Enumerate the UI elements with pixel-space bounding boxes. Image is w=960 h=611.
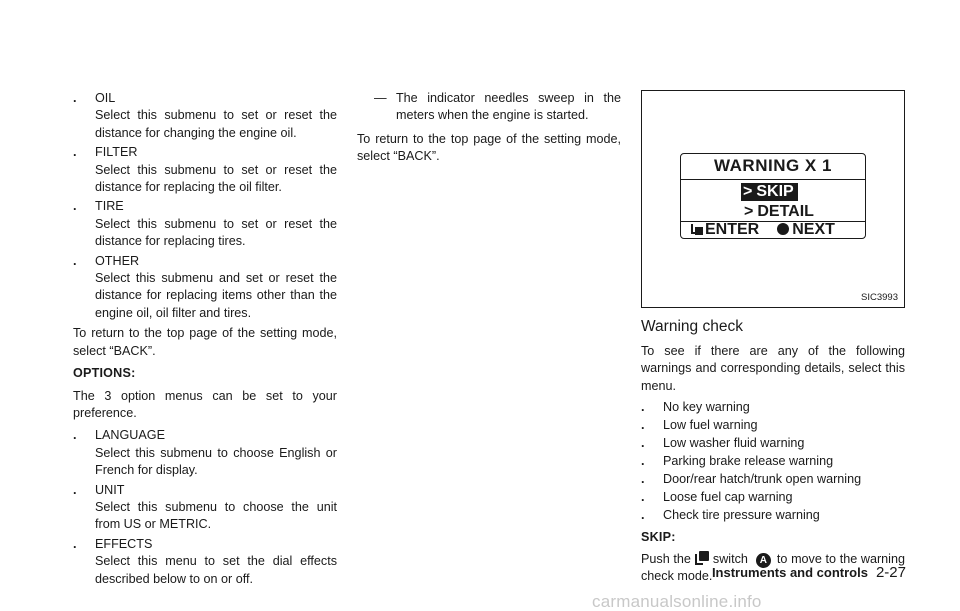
enter-switch-icon [695, 551, 709, 565]
item-label: UNIT [95, 482, 125, 497]
item-label: EFFECTS [95, 536, 153, 551]
left-column [73, 90, 337, 590]
warning-list-item: . Low washer fluid warning [641, 436, 805, 451]
item-description: Select this submenu to set or reset the distance for changing the engine oil. [95, 108, 337, 140]
item-description: Select this submenu to choose English or French for display. [95, 445, 337, 478]
item-label: LANGUAGE [95, 428, 165, 443]
item-description: Select this submenu and set or reset the distance for replacing items other than the engine oil, oil filter and tires. [95, 271, 337, 320]
next-circle-icon [777, 223, 789, 235]
middle-column [357, 90, 621, 171]
chevron-right-icon: > [743, 183, 753, 200]
lcd-controls: ENTER NEXT [691, 222, 835, 238]
callout-a-icon: A [756, 553, 771, 568]
list-item: . TIRE Select this submenu to set or reset the distance for replacing tires. [73, 198, 337, 250]
list-item: . OIL Select this submenu to set or reset the distance for changing the engine oil. [73, 90, 337, 142]
lcd-screen [680, 153, 866, 239]
enter-icon [691, 224, 703, 235]
item-description: Select this submenu to set or reset the distance for replacing the oil filter. [95, 162, 337, 195]
item-label: TIRE [95, 199, 124, 214]
footer-section-title: Instruments and controls [711, 565, 868, 580]
dash-item: — The indicator needles sweep in the meters when the engine is started. [374, 91, 621, 123]
item-description: Select this menu to set the dial effects described below to on or off. [95, 554, 337, 586]
return-instruction: To return to the top page of the setting mode, select “BACK”. [357, 131, 621, 164]
chevron-right-icon: > [744, 203, 754, 220]
list-item: . EFFECTS Select this menu to set the dial effects described below to on or off. [73, 536, 337, 588]
warning-list-item: . No key warning [641, 400, 750, 415]
section-intro: To see if there are any of the following warnings and corresponding details, select this menu. [641, 344, 905, 393]
lcd-warning-count: WARNING X 1 [714, 156, 832, 175]
options-heading: OPTIONS: [73, 366, 136, 381]
watermark: carmanualsonline.info [592, 592, 762, 611]
skip-heading: SKIP: [641, 529, 676, 544]
item-label: OIL [95, 91, 116, 105]
item-description: Select this submenu to set or reset the distance for replacing tires. [95, 216, 337, 249]
lcd-detail-option: > DETAIL [744, 203, 814, 220]
options-intro: The 3 option menus can be set to your preference. [73, 388, 337, 420]
list-item: . LANGUAGE Select this submenu to choose English or French for display. [73, 427, 337, 479]
section-title: Warning check [641, 318, 743, 335]
warning-display-figure [641, 90, 905, 308]
return-instruction: To return to the top page of the setting mode, select “BACK”. [73, 326, 337, 358]
list-item: . UNIT Select this submenu to choose the unit from US or METRIC. [73, 482, 337, 534]
warning-list-item: . Check tire pressure warning [641, 508, 820, 523]
item-label: OTHER [95, 253, 140, 268]
warning-list-item: . Low fuel warning [641, 418, 758, 433]
skip-instruction: Push the switch A to move to the warning check mode. [641, 552, 905, 584]
list-item: . FILTER Select this submenu to set or reset the distance for replacing the oil filter. [73, 144, 337, 196]
item-label: FILTER [95, 145, 138, 160]
page-number: 2-27 [875, 564, 906, 581]
item-description: Select this submenu to choose the unit from US or METRIC. [95, 499, 337, 532]
warning-list-item: . Door/rear hatch/trunk open warning [641, 472, 862, 487]
page-footer [712, 564, 906, 582]
lcd-divider [681, 179, 865, 180]
warning-list-item: . Loose fuel cap warning [641, 490, 793, 505]
right-column [641, 90, 905, 591]
figure-code: SIC3993 [861, 292, 898, 303]
list-item: . OTHER Select this submenu and set or reset the distance for replacing items other than the engine oil, oil filter and tires. [73, 253, 337, 323]
warning-list-item: . Parking brake release warning [641, 454, 834, 469]
lcd-skip-option: > SKIP [741, 183, 798, 201]
